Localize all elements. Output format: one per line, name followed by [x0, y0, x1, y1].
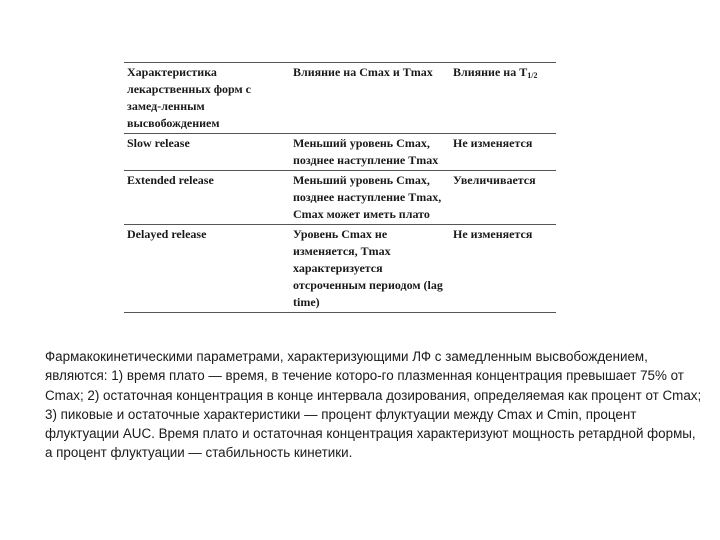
table-row: [124, 225, 556, 313]
pk-table-container: [124, 62, 556, 313]
row-type: Extended release: [124, 171, 290, 225]
header-thalf: [450, 63, 556, 134]
row-thalf: Увеличивается: [450, 171, 556, 225]
table-row: [124, 171, 556, 225]
header-thalf-sub: 1/2: [527, 71, 538, 80]
row-cmax-tmax: Меньший уровень Cmax, позднее наступление Tmax, Cmax может иметь плато: [290, 171, 450, 225]
table-row: [124, 134, 556, 171]
row-thalf: Не изменяется: [450, 134, 556, 171]
body-paragraph: Фармакокинетическими параметрами, характеризующими ЛФ с замедленным высвобождением, являются: 1) время плато — время, в течение которо-го плазменная концентрация превышает 75% от Cmax; 2) остаточная концентрация в конце интервала дозирования, определяемая как процент от Cmax; 3) пиковые и остаточные характеристики — процент флуктуации между Cmax и Cmin, процент флуктуации AUC. Время плато и остаточная концентрация характеризуют мощность ретардной формы, а процент флуктуации — стабильность кинетики.: [45, 349, 702, 461]
header-thalf-main: Влияние на T: [453, 65, 528, 79]
row-type: Slow release: [124, 134, 290, 171]
row-cmax-tmax: Уровень Cmax не изменяется, Tmax характеризуется отсроченным периодом (lag time): [290, 225, 450, 313]
row-thalf: Не изменяется: [450, 225, 556, 313]
row-type: Delayed release: [124, 225, 290, 313]
table-header-row: [124, 63, 556, 134]
header-characteristic: Характеристика лекарственных форм с замед-ленным высвобождением: [124, 63, 290, 134]
header-cmax-tmax: Влияние на Cmax и Tmax: [290, 63, 450, 134]
row-cmax-tmax: Меньший уровень Cmax, позднее наступление Tmax: [290, 134, 450, 171]
pk-comparison-table: [124, 62, 556, 313]
